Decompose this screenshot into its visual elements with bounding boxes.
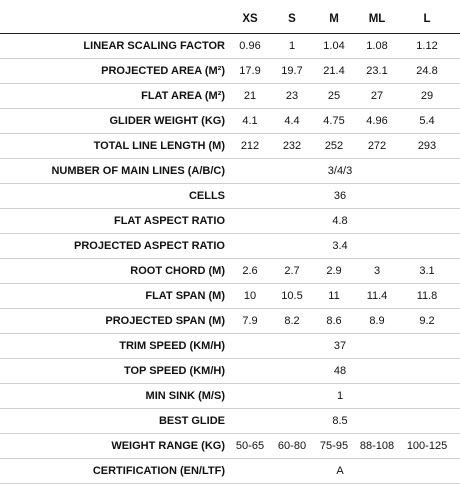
spec-value: 21 (243, 90, 257, 102)
spec-value-all-sizes: 4.8 (332, 215, 348, 227)
spec-value: 8.2 (284, 315, 300, 327)
spec-row (0, 459, 460, 484)
spec-row (0, 184, 460, 209)
spec-value: 4.4 (284, 115, 300, 127)
spec-value: 1.08 (366, 40, 388, 52)
spec-value-all-sizes: 48 (333, 365, 347, 377)
spec-value: 1.12 (416, 40, 438, 52)
spec-row (0, 284, 460, 309)
spec-value: 8.6 (326, 315, 342, 327)
spec-value: 2.9 (326, 265, 342, 277)
spec-value: 212 (240, 140, 260, 152)
spec-value: 8.9 (369, 315, 385, 327)
spec-value-all-sizes: 3.4 (332, 240, 348, 252)
spec-row (0, 159, 460, 184)
spec-value-all-sizes: 36 (333, 190, 347, 202)
spec-value: 232 (282, 140, 302, 152)
spec-body (0, 34, 460, 484)
spec-value: 100-125 (406, 440, 448, 452)
spec-value-all-sizes: 8.5 (332, 415, 348, 427)
spec-value: 7.9 (242, 315, 258, 327)
spec-label: ROOT CHORD (M) (130, 265, 225, 277)
spec-value: 75-95 (319, 440, 349, 452)
spec-label: NUMBER OF MAIN LINES (A/B/C) (51, 165, 225, 177)
spec-label: PROJECTED AREA (M²) (101, 65, 225, 77)
spec-row (0, 234, 460, 259)
spec-row (0, 209, 460, 234)
size-header-ml: ML (368, 13, 386, 25)
spec-row (0, 359, 460, 384)
spec-value-all-sizes: 37 (333, 340, 347, 352)
spec-row (0, 309, 460, 334)
header-row (0, 0, 460, 34)
spec-value: 10.5 (281, 290, 303, 302)
spec-label: CERTIFICATION (EN/LTF) (92, 465, 225, 477)
spec-label: PROJECTED ASPECT RATIO (74, 240, 225, 252)
spec-row (0, 334, 460, 359)
spec-value: 19.7 (281, 65, 303, 77)
spec-value: 4.96 (366, 115, 388, 127)
spec-row (0, 409, 460, 434)
spec-row (0, 84, 460, 109)
spec-value: 21.4 (323, 65, 345, 77)
spec-value: 11 (328, 290, 340, 302)
spec-label: FLAT AREA (M²) (141, 90, 225, 102)
spec-value: 2.7 (284, 265, 300, 277)
spec-value: 9.2 (419, 315, 435, 327)
spec-value: 88-108 (359, 440, 395, 452)
spec-value: 2.6 (242, 265, 258, 277)
spec-value: 1.04 (323, 40, 345, 52)
size-header-xs: XS (242, 13, 258, 25)
spec-row (0, 134, 460, 159)
spec-value: 25 (327, 90, 341, 102)
spec-label: CELLS (188, 190, 225, 202)
spec-value: 293 (417, 140, 437, 152)
spec-label: MIN SINK (M/S) (145, 390, 225, 402)
spec-value: 4.75 (323, 115, 345, 127)
spec-row (0, 384, 460, 409)
spec-value: 1 (288, 40, 296, 52)
spec-label: GLIDER WEIGHT (KG) (109, 115, 225, 127)
spec-value: 27 (370, 90, 384, 102)
spec-row (0, 259, 460, 284)
spec-label: FLAT SPAN (M) (145, 290, 225, 302)
spec-label: TRIM SPEED (KM/H) (119, 340, 225, 352)
spec-value: 60-80 (277, 440, 307, 452)
spec-value: 23 (285, 90, 299, 102)
spec-row (0, 109, 460, 134)
spec-value: 11.8 (416, 290, 438, 302)
spec-value: 3 (373, 265, 381, 277)
spec-label: LINEAR SCALING FACTOR (83, 40, 225, 52)
spec-value: 17.9 (239, 65, 261, 77)
spec-label: PROJECTED SPAN (M) (105, 315, 225, 327)
spec-row (0, 34, 460, 59)
spec-value: 50-65 (235, 440, 265, 452)
spec-value-all-sizes: 3/4/3 (327, 165, 353, 177)
spec-value: 4.1 (242, 115, 258, 127)
spec-label: FLAT ASPECT RATIO (113, 215, 225, 227)
spec-row (0, 434, 460, 459)
size-header-l: L (423, 13, 431, 25)
spec-label: TOP SPEED (KM/H) (123, 365, 225, 377)
spec-value: 24.8 (416, 65, 438, 77)
size-header-s: S (288, 13, 296, 25)
spec-value: 11.4 (366, 290, 388, 302)
spec-label: BEST GLIDE (158, 415, 225, 427)
spec-value-all-sizes: 1 (336, 390, 344, 402)
spec-value: 23.1 (366, 65, 388, 77)
spec-value: 0.96 (239, 40, 261, 52)
spec-label: WEIGHT RANGE (KG) (111, 440, 225, 452)
spec-label: TOTAL LINE LENGTH (M) (93, 140, 225, 152)
spec-value: 3.1 (419, 265, 435, 277)
spec-value: 29 (420, 90, 434, 102)
spec-value-all-sizes: A (336, 465, 344, 477)
spec-row (0, 59, 460, 84)
spec-value: 5.4 (419, 115, 435, 127)
size-header-m: M (329, 13, 339, 25)
spec-value: 10 (243, 290, 257, 302)
spec-value: 272 (367, 140, 387, 152)
spec-value: 252 (324, 140, 344, 152)
